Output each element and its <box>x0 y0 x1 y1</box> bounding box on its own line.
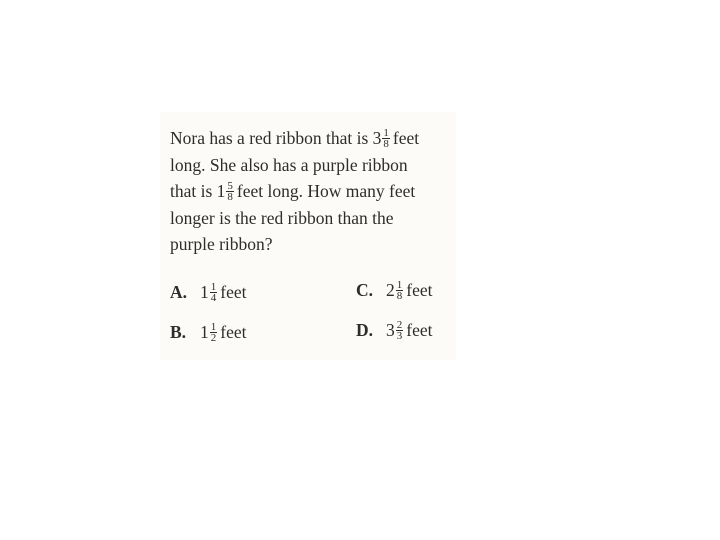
choice-whole-number: 1 <box>200 282 209 302</box>
question-line-3-text: that is 1 <box>170 181 226 201</box>
answer-choice-b[interactable] <box>170 321 246 344</box>
choice-fraction <box>396 320 404 341</box>
question-line-3-rest: feet long. How many feet <box>236 181 416 201</box>
fraction-red-ribbon <box>382 128 390 149</box>
question-line-1-unit: feet <box>392 128 420 148</box>
question-line-5: purple ribbon? <box>170 234 273 254</box>
choice-fraction <box>210 282 218 303</box>
choice-unit: feet <box>406 320 433 340</box>
fraction-purple-ribbon <box>226 181 234 202</box>
fraction-denominator: 8 <box>396 290 403 303</box>
choice-fraction <box>210 322 218 343</box>
question-line-1-text: Nora has a red ribbon that is 3 <box>170 128 382 148</box>
fraction-numerator: 1 <box>383 127 389 140</box>
answer-choice-d[interactable] <box>356 319 432 342</box>
choice-whole-number: 1 <box>200 322 209 342</box>
fraction-denominator: 3 <box>396 330 403 343</box>
choice-unit: feet <box>220 282 247 302</box>
fraction-denominator: 2 <box>210 332 217 345</box>
choice-whole-number: 2 <box>386 280 395 300</box>
answer-choice-a[interactable] <box>170 281 246 304</box>
fraction-numerator: 5 <box>227 180 233 193</box>
choice-unit: feet <box>220 322 247 342</box>
fraction-numerator: 1 <box>396 279 403 292</box>
choice-fraction <box>396 280 404 301</box>
choice-whole-number: 3 <box>386 320 395 340</box>
question-line-2: long. She also has a purple ribbon <box>170 154 408 175</box>
choice-letter: D. <box>356 320 374 340</box>
choice-letter: C. <box>356 280 374 300</box>
choice-unit: feet <box>406 280 433 300</box>
choice-letter: B. <box>170 322 187 342</box>
fraction-denominator: 4 <box>210 292 217 305</box>
choice-letter: A. <box>170 282 188 302</box>
fraction-numerator: 1 <box>210 281 217 294</box>
question-line-4: longer is the red ribbon than the <box>170 207 394 228</box>
fraction-denominator: 8 <box>383 138 389 151</box>
question-line-3 <box>170 178 460 205</box>
fraction-denominator: 8 <box>227 191 233 204</box>
question-line-1 <box>170 125 460 152</box>
answer-choice-c[interactable] <box>356 279 432 302</box>
question-text <box>170 125 460 258</box>
fraction-numerator: 1 <box>210 321 217 334</box>
fraction-numerator: 2 <box>396 319 403 332</box>
